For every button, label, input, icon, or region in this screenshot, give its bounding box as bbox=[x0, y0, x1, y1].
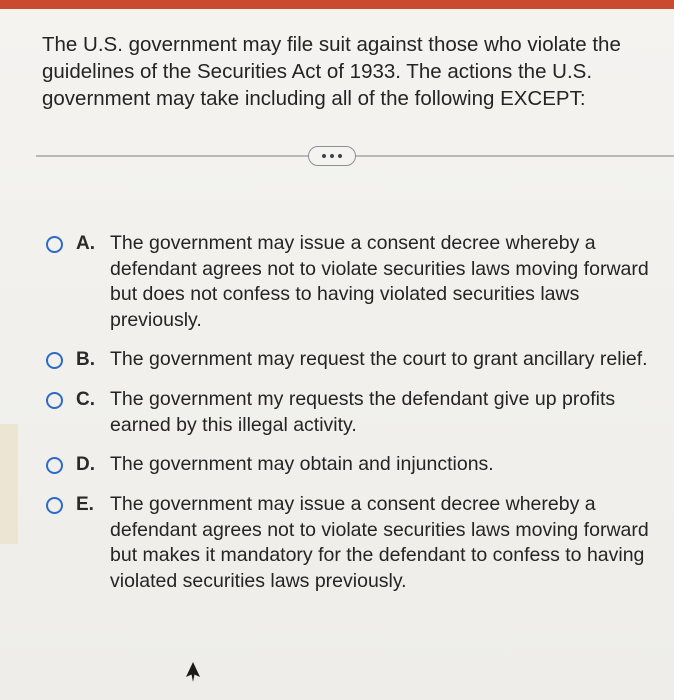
option-letter: C. bbox=[76, 389, 95, 410]
option-text: The government my requests the defendant give up profits earned by this illegal activity. bbox=[110, 388, 616, 436]
radio-button-e[interactable] bbox=[46, 497, 63, 514]
option-letter: A. bbox=[76, 233, 95, 254]
answer-option-a[interactable] bbox=[46, 231, 656, 333]
answer-option-c[interactable] bbox=[46, 387, 656, 438]
question-panel bbox=[0, 9, 674, 700]
answer-option-b[interactable] bbox=[46, 347, 656, 373]
mouse-pointer-icon bbox=[184, 661, 202, 683]
option-letter: B. bbox=[76, 349, 95, 370]
question-text: The U.S. government may file suit against those who violate the guidelines of the Securities Act of 1933. The actions the U.S. government may take including all of the following EXCEPT: bbox=[42, 33, 621, 110]
option-letter: D. bbox=[76, 454, 95, 475]
answer-options bbox=[46, 231, 656, 608]
ellipsis-icon bbox=[322, 154, 326, 158]
radio-button-c[interactable] bbox=[46, 392, 63, 409]
more-options-button[interactable] bbox=[308, 146, 356, 166]
answer-option-d[interactable] bbox=[46, 452, 656, 478]
radio-button-b[interactable] bbox=[46, 352, 63, 369]
top-accent-bar bbox=[0, 0, 674, 9]
option-text: The government may issue a consent decree whereby a defendant agrees not to violate securities laws moving forward but makes it mandatory for the defendant to confess to having violated securities laws previously. bbox=[110, 493, 649, 592]
left-edge-shade bbox=[0, 424, 18, 544]
radio-button-a[interactable] bbox=[46, 236, 63, 253]
answer-option-e[interactable] bbox=[46, 492, 656, 594]
option-text: The government may issue a consent decree whereby a defendant agrees not to violate securities laws moving forward but does not confess to having violated securities laws previously. bbox=[110, 232, 649, 331]
option-text: The government may request the court to grant ancillary relief. bbox=[110, 348, 648, 370]
option-letter: E. bbox=[76, 494, 94, 515]
radio-button-d[interactable] bbox=[46, 457, 63, 474]
ellipsis-icon bbox=[338, 154, 342, 158]
option-text: The government may obtain and injunctions. bbox=[110, 453, 494, 475]
ellipsis-icon bbox=[330, 154, 334, 158]
